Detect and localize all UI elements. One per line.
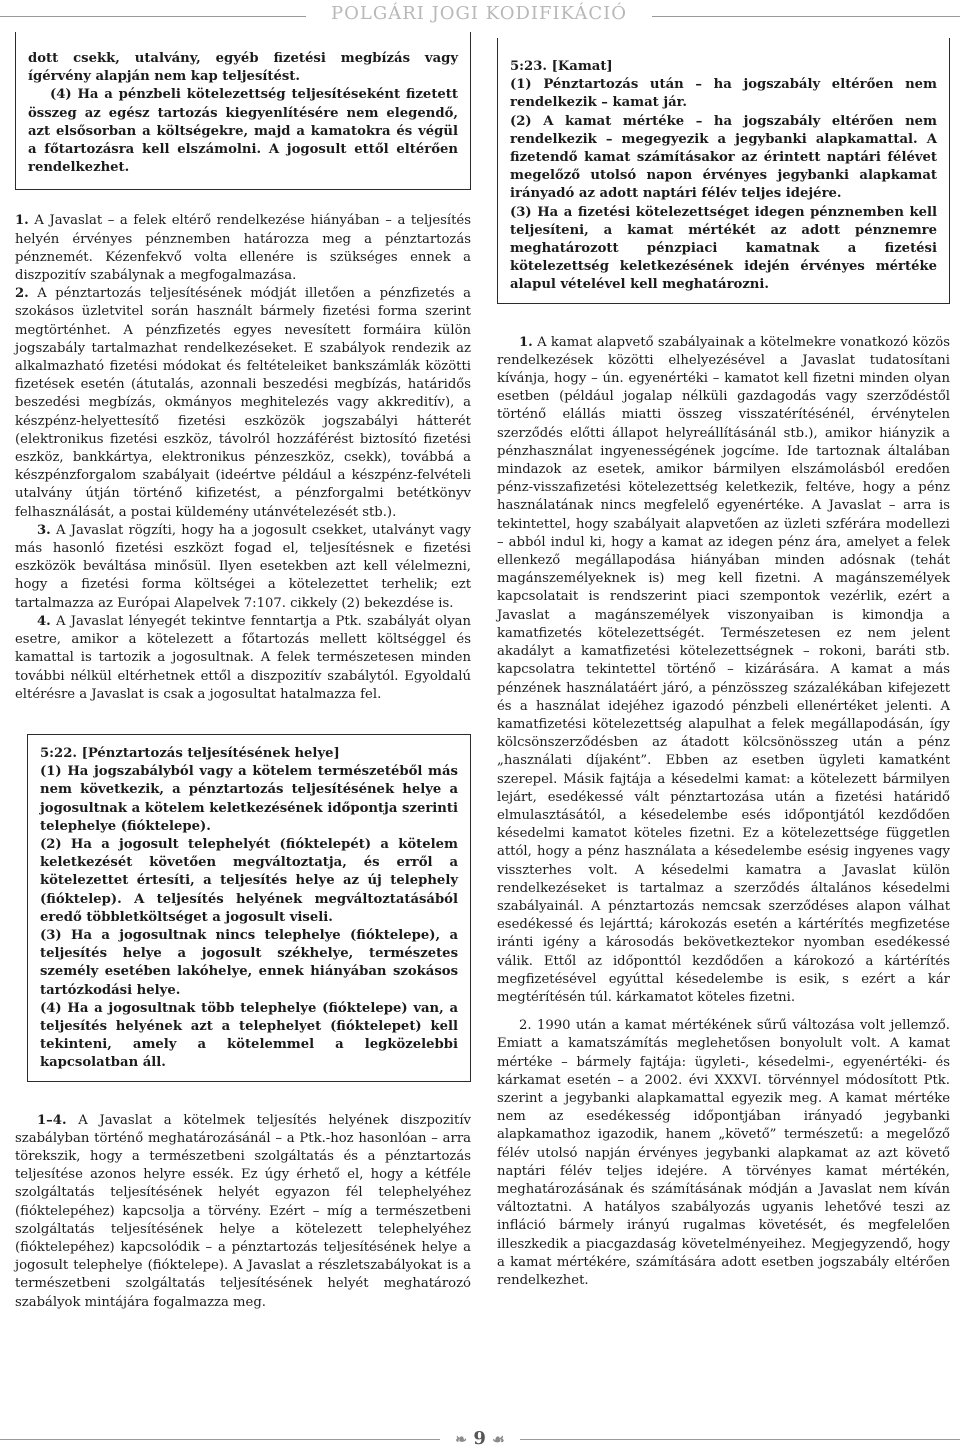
statute-paragraph-3: (3) Ha a jogosultnak nincs telephelye (fióktelepe), a teljesítés helye a jogosult székhelye, természetes személy esetében lakóhelye, ennek hiányában szokásos tartózkodási helye. bbox=[40, 927, 458, 998]
left-column bbox=[15, 32, 471, 1312]
statute-box-5-22 bbox=[27, 734, 471, 1082]
statute-box-continued bbox=[15, 32, 471, 190]
commentary-paragraph: 2. A pénztartozás teljesítésének módját illetően a pénzfizetés a szokásos üzletvitel során használt bármely fizetési forma szerint megtörténhet. A pénzfizetés egyes nevesített formáira külön jogszabály tartalmazhat rendelkezéseket. E szabályok rendezik az alkalmazható fizetési módokat és feltételeiket bankszámlák közötti fizetések esetén (átutalás, azonnali beszedési megbízás, határidős beszedési megbízás, okmányos meghitelezés vagy akkreditív), a készpénz-helyettesítő fizetési eszközök jogszabályi hátterét (elektronikus fizetési eszköz, távolról hozzáférést biztosító fizetési eszköz, bankkártya, elektronikus pénzeszköz, csekk), továbbá a készpénzforgalom szabályait (ideértve például a készpénz-felvételi utalvány útján történő kifizetést, a pénzforgalmi betétkönyv felhasználását, a postai küldemény utánvételezését stb.). bbox=[15, 286, 471, 520]
footer-rule-right bbox=[520, 1439, 960, 1440]
header-rule-right bbox=[652, 16, 960, 17]
statute-paragraph-1: (1) Pénztartozás után – ha jogszabály eltérően nem rendelkezik – kamat jár. bbox=[510, 77, 937, 111]
page-footer bbox=[0, 1428, 960, 1450]
commentary-5-22 bbox=[15, 1112, 471, 1312]
right-column bbox=[497, 38, 950, 1290]
commentary-paragraph: 2. 1990 után a kamat mértékének sűrű változása volt jellemző. Emiatt a kamatszámítás meglehetősen bonyolult volt. A kamat mértéke – bármely fajtája: ügyleti-, késedelmi-, egyenértéki- és kárkamat esetén – a 2002. évi XXXVI. törvénnyel módosított Ptk. szerint a jegybanki alapkamattal egyezik meg. A kamat mértéke nem az esedékesség időpontjában irányadó jegybanki alapkamathoz igazodik, hanem „követő” természetű: a megelőző félév utolsó napján érvényes jegybanki alapkamat az azt követő naptári félév teljes idejére. A törvényes kamat mértékén, meghatározásának és számításának módján a Javaslat nem kíván változtatni. A hatályos szabályozás ugyanis lehetővé teszi az infláció bármely irányú rugalmas követését, és megfelelően illeszkedik a piacgazdaság követelményeihez. Megjegyzendő, hogy a kamat mértékére, számítására adott esetben jogszabály eltérően rendelkezhet. bbox=[497, 1018, 950, 1288]
statute-paragraph-3: (3) Ha a fizetési kötelezettséget idegen pénznemben kell teljesíteni, a kamat mértékét az adott pénznemre meghatározott pénzpiaci kamatnak a fizetési kötelezettség keletkezésének idején érvényes mértéke alapul vételével kell meghatározni. bbox=[510, 204, 937, 293]
commentary-paragraph: 1. A Javaslat – a felek eltérő rendelkezése hiányában – a teljesítés helyén érvényes pénznemben határozza meg a pénztartozás pénznemét. Kézenfekvő volta ellenére is szükséges ennek a diszpozitív szabálynak a megfogalmazása. bbox=[15, 213, 471, 284]
commentary-5-21 bbox=[15, 212, 471, 703]
statute-box-5-23 bbox=[497, 38, 950, 304]
commentary-5-23 bbox=[497, 334, 950, 1291]
statute-paragraph-4: (4) Ha a pénzbeli kötelezettség teljesítéseként fizetett összeg az egész tartozás kiegyenlítésére nem elegendő, azt elsősorban a költségekre, majd a kamatokra és végül a főtartozásra kell elszámolni. A jogosult ettől eltérően rendelkezhet. bbox=[28, 87, 458, 176]
section-heading: 5:22. [Pénztartozás teljesítésének helye] bbox=[40, 745, 340, 761]
running-title: POLGÁRI JOGI KODIFIKÁCIÓ bbox=[331, 3, 627, 24]
commentary-paragraph: 4. A Javaslat lényegét tekintve fenntartja a Ptk. szabályát olyan esetre, amikor a kötelezett a főtartozás mellett költséggel és kamattal is tartozik a jogosultnak. A felek természetesen minden további nélkül eltérhetnek ettől a diszpozitív szabálytól. Egyoldalú eltérésre a Javaslat is csak a jogosultat hatalmazza fel. bbox=[15, 613, 471, 702]
header-rule-left bbox=[0, 16, 306, 17]
statute-paragraph-4: (4) Ha a jogosultnak több telephelye (fióktelepe) van, a teljesítés helyének azt a telephelyet (fióktelepet) kell tekinteni, amely a kötelemmel a legközelebbi kapcsolatban áll. bbox=[40, 1000, 458, 1071]
footer-rule-left bbox=[0, 1439, 440, 1440]
page-number: ❧ 9 ☙ bbox=[455, 1428, 505, 1449]
commentary-paragraph: 3. A Javaslat rögzíti, hogy ha a jogosult csekket, utalványt vagy más hasonló fizetési eszközt fogad el, teljesítésnek e fizetési eszközök beváltása minősül. Ilyen esetekben azt kell vélelmezni, hogy a fizetési forma költségei a kötelezettet terhelik; ezt tartalmazza az Európai Alapelvek 7:107. cikkely (2) bekezdése is. bbox=[15, 522, 471, 611]
statute-paragraph-2: (2) Ha a jogosult telephelyét (fióktelepét) a kötelem keletkezését követően megváltoztatja, és erről a kötelezettet értesíti, a teljesítés helye az új telephely (fióktelep). A teljesítés helyének megváltoztatásából eredő többletköltséget a jogosult viseli. bbox=[40, 836, 458, 925]
commentary-paragraph: 1. A kamat alapvető szabályainak a kötelmekre vonatkozó közös rendelkezések közötti elhelyezésével a Javaslat tudatosítani kívánja, hogy – ún. egyenértéki – kamatot kell fizetni minden olyan esetben (például jogalap nélküli gazdagodás vagy szerződéstől történő elállás miatti összeg visszatérítésénél, érvénytelen szerződés előtti állapot helyreállításánál stb.), amikor hiányzik a pénzhasználat ingyenességének jogcíme. Ide tartoznak általában mindazok az esetek, amikor bármilyen elszámolásból eredően pénz-visszafizetési kötelezettség keletkezik, feltéve, hogy a pénz használatának nincs megfelelő egyenértéke. A Javaslat – arra is tekintettel, hogy szabályait alapvetően az üzleti szférára modellezi – abból indul ki, hogy a kamat az idegen pénz ára, amelyet a felek ellenkező megállapodása hiányában minden adósnak (tehát magánszemélyeknek is) meg kell fizetni. A magánszemélyek kapcsolatait is rendszerint piaci szempontok vezérlik, ezért a Javaslat a magánszemélyek viszonyaiban is kimondja a kamatfizetés kötelezettségét. Természetesen ez nem jelent akadályt a kamatfizetési kötelezettségnek – rokoni, baráti stb. kapcsolatra tekintettel történő – kizárására. A kamat a más pénzének használatáért járó, a pénzösszeg százalékában kifejezett és a használat idejéhez igazodó pénzbeli ellenértéket jelenti. A kamatfizetési kötelezettség alapulhat a felek megállapodásán, így kölcsönszerződésben az átadott kölcsönösszeg után a pénz „használati díjaként”. Ebben az esetben ügyleti kamatként szerepel. Másik fajtája a késedelmi kamat: a kötelezett bármilyen lejárt, esedékessé vált pénztartozása után a fizetési határidő elmulasztásától, a késedelembe esés időpontjától kezdődően késedelmi kamatot köteles fizetni. Ez a kötelezettsége független attól, hogy a pénz használata a késedelembe esésig ingyenes vagy visszterhes volt. A késedelmi kamatra a Javaslat külön rendelkezéseket is tartalmaz a szerződés általános késedelmi szabályainál. A pénztartozás nemcsak szerződéses alapon válhat esedékessé és lejárttá; károkozás esetén a kártérítés megfizetése iránti igény a károsodás bekövetkeztekor nyomban esedékessé válik. Ettől az időponttól kezdődően a károkozó a kártérítés megfizetésével egyúttal késedelembe is esik, s ezért a kár megtérítésén túl. kárkamatot köteles fizetni. bbox=[497, 334, 950, 1005]
ornament-left-icon: ❧ bbox=[455, 1432, 468, 1448]
statute-text: dott csekk, utalvány, egyéb fizetési megbízás vagy ígérvény alapján nem kap teljesítést. bbox=[28, 51, 458, 85]
statute-paragraph-1: (1) Ha jogszabályból vagy a kötelem természetéből más nem következik, a pénztartozás teljesítésének helye a jogosultnak a kötelem keletkezésének időpontja szerinti telephelye (fióktelepe). bbox=[40, 764, 458, 834]
page-header bbox=[0, 0, 960, 34]
section-heading: 5:23. [Kamat] bbox=[510, 59, 613, 74]
ornament-right-icon: ☙ bbox=[492, 1432, 505, 1448]
commentary-paragraph: 1–4. A Javaslat a kötelmek teljesítés helyének diszpozitív szabályban történő meghatározásánál – a Ptk.-hoz hasonlóan – arra törekszik, hogy a természetbeni szolgáltatás és a pénztartozás teljesítése azonos helyre essék. Ez úgy érhető el, hogy a kétféle szolgáltatás teljesítésének helyét egyazon fél telephelyéhez (fióktelepéhez) kapcsolja a törvény. Ezért – míg a természetbeni szolgáltatás teljesítésének helye a kötelezett telephelyéhez (fióktelepéhez) kapcsolódik – a pénztartozás teljesítésének helye a jogosult telephelye (fióktelepe). A Javaslat a részletszabályokat is a természetbeni szolgáltatás teljesítésének helyét meghatározó szabályok mintájára fogalmazza meg. bbox=[15, 1112, 471, 1310]
statute-paragraph-2: (2) A kamat mértéke – ha jogszabály eltérően nem rendelkezik – megegyezik a jegybanki alapkamattal. A fizetendő kamat számításakor az érintett naptári félévet megelőző utolsó napon érvényes jegybanki alapkamat irányadó az adott naptári félév teljes idejére. bbox=[510, 113, 937, 202]
